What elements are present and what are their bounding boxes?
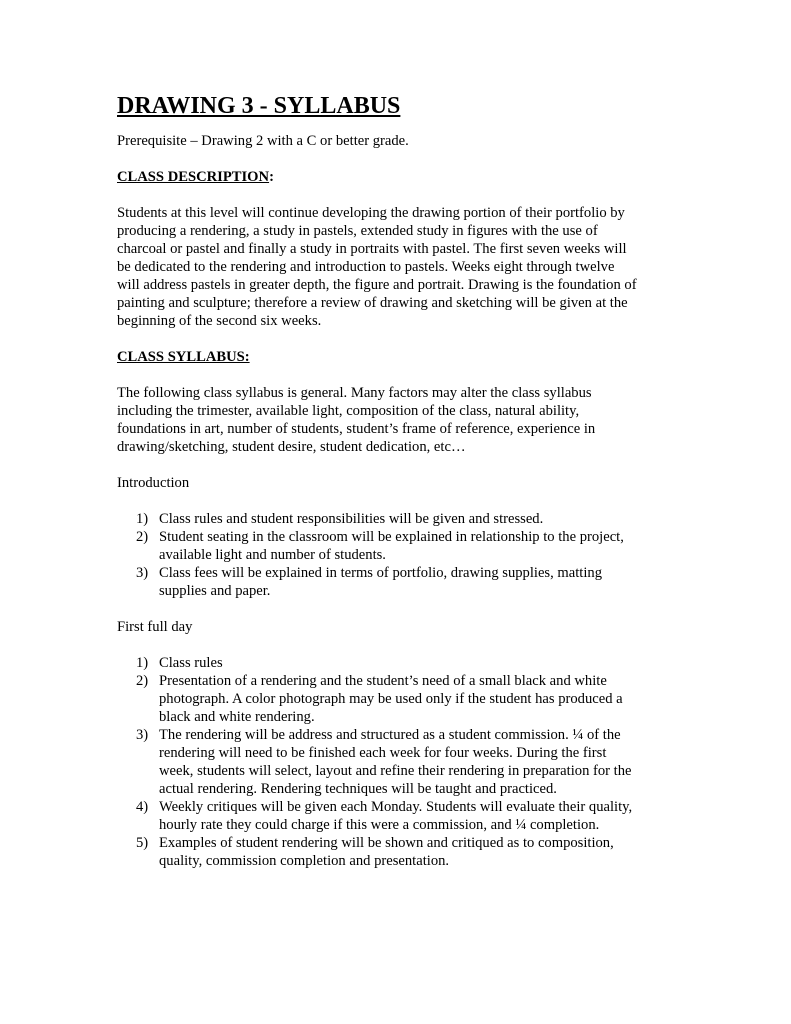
list-item-line: Presentation of a rendering and the student’s need of a small black and white [159, 673, 607, 689]
list-item-number: 3) [136, 727, 149, 743]
document-page [117, 90, 682, 888]
list-item-number: 2) [136, 529, 149, 545]
paragraph-line: beginning of the second six weeks. [117, 313, 322, 329]
paragraph-line: be dedicated to the rendering and introduction to pastels. Weeks eight through twelve [117, 259, 615, 275]
class-description-heading-text: CLASS DESCRIPTION [117, 169, 270, 185]
class-syllabus-heading-text: CLASS SYLLABUS: [117, 349, 250, 365]
list-item [117, 528, 682, 564]
list-item-number: 1) [136, 511, 149, 527]
class-syllabus-heading [117, 348, 682, 366]
list-item-line: supplies and paper. [159, 583, 271, 599]
paragraph-line: drawing/sketching, student desire, student dedication, etc… [117, 439, 466, 455]
list-item [117, 564, 682, 600]
list-item-line: Class rules and student responsibilities will be given and stressed. [159, 511, 544, 527]
list-item-line: hourly rate they could charge if this were a commission, and ¼ completion. [159, 817, 600, 833]
introduction-label: Introduction [117, 475, 190, 491]
list-item [117, 654, 682, 672]
list-item-line: available light and number of students. [159, 547, 386, 563]
list-item [117, 798, 682, 834]
list-item [117, 510, 682, 528]
list-item-number: 4) [136, 799, 149, 815]
list-item [117, 834, 682, 870]
list-item-line: photograph. A color photograph may be used only if the student has produced a [159, 691, 623, 707]
paragraph-line: including the trimester, available light, composition of the class, natural ability, [117, 403, 580, 419]
class-description-heading [117, 168, 682, 186]
list-item-number: 5) [136, 835, 149, 851]
list-item-line: Class fees will be explained in terms of portfolio, drawing supplies, matting [159, 565, 603, 581]
list-item-number: 1) [136, 655, 149, 671]
list-item-line: black and white rendering. [159, 709, 315, 725]
list-item-number: 3) [136, 565, 149, 581]
list-item-number: 2) [136, 673, 149, 689]
class-description-heading-colon: : [269, 169, 274, 185]
page-title: DRAWING 3 - SYLLABUS [117, 93, 401, 119]
list-item [117, 672, 682, 726]
class-syllabus-paragraph [117, 384, 682, 456]
list-item-line: actual rendering. Rendering techniques will be taught and practiced. [159, 781, 557, 797]
list-item-line: week, students will select, layout and refine their rendering in preparation for the [159, 763, 632, 779]
list-item-line: Examples of student rendering will be shown and critiqued as to composition, [159, 835, 614, 851]
paragraph-line: painting and sculpture; therefore a review of drawing and sketching will be given at the [117, 295, 628, 311]
first-full-day-list [117, 654, 682, 870]
list-item-line: Weekly critiques will be given each Monday. Students will evaluate their quality, [159, 799, 633, 815]
list-item [117, 726, 682, 798]
paragraph-line: producing a rendering, a study in pastels, extended study in figures with the use of [117, 223, 598, 239]
first-full-day-label: First full day [117, 619, 193, 635]
paragraph-line: The following class syllabus is general. Many factors may alter the class syllabus [117, 385, 592, 401]
list-item-line: Student seating in the classroom will be explained in relationship to the project, [159, 529, 624, 545]
list-item-line: quality, commission completion and presentation. [159, 853, 450, 869]
paragraph-line: Students at this level will continue developing the drawing portion of their portfolio by [117, 205, 625, 221]
introduction-list [117, 510, 682, 600]
list-item-line: rendering will need to be finished each week for four weeks. During the first [159, 745, 607, 761]
paragraph-line: will address pastels in greater depth, the figure and portrait. Drawing is the foundation of [117, 277, 637, 293]
paragraph-line: charcoal or pastel and finally a study in portraits with pastel. The first seven weeks will [117, 241, 627, 257]
list-item-line: Class rules [159, 655, 223, 671]
class-description-paragraph [117, 204, 682, 330]
list-item-line: The rendering will be address and structured as a student commission. ¼ of the [159, 727, 621, 743]
prerequisite-text: Prerequisite – Drawing 2 with a C or better grade. [117, 133, 409, 149]
paragraph-line: foundations in art, number of students, student’s frame of reference, experience in [117, 421, 596, 437]
